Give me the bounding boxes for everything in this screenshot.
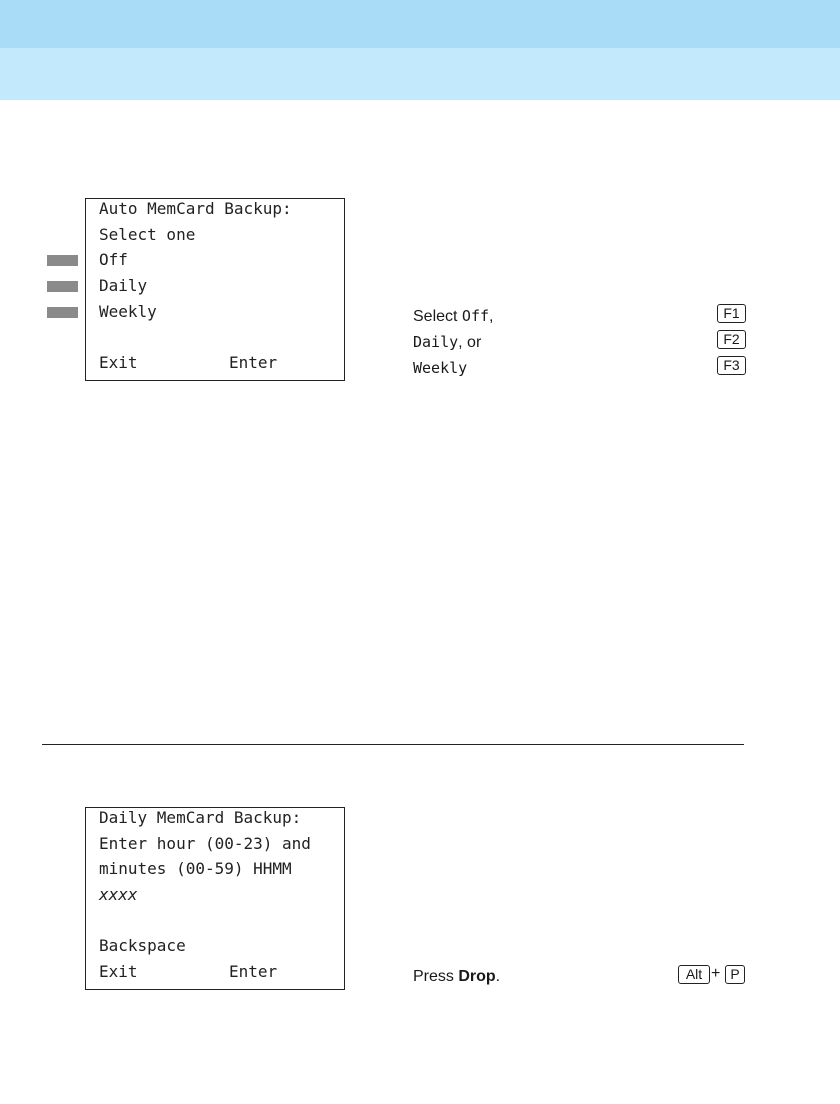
lcd-time-input[interactable]: xxxx — [99, 885, 138, 904]
lcd-screen-daily-backup — [85, 807, 345, 990]
key-f1: F1 — [717, 304, 746, 323]
lcd-option-off[interactable]: Off — [99, 250, 128, 269]
instruction-press-drop: Press Drop. — [413, 968, 501, 985]
key-f3: F3 — [717, 356, 746, 375]
softkey-exit[interactable]: Exit — [99, 962, 138, 981]
lcd-title: Auto MemCard Backup: — [99, 199, 292, 218]
section-divider — [42, 744, 744, 745]
option-off-text: Off — [461, 307, 490, 325]
lcd-screen-auto-backup — [85, 198, 345, 381]
instruction-select-line2: Daily, or — [413, 333, 482, 351]
function-key-1-indicator[interactable] — [47, 255, 78, 266]
option-daily-text: Daily — [413, 333, 459, 351]
header-band-bottom — [0, 48, 840, 100]
option-weekly-text: Weekly — [413, 359, 468, 377]
key-plus: + — [711, 965, 721, 982]
instruction-select-line3 — [413, 358, 467, 379]
function-key-2-indicator[interactable] — [47, 281, 78, 292]
softkey-enter[interactable]: Enter — [229, 353, 278, 372]
softkey-exit[interactable]: Exit — [99, 353, 138, 372]
instruction-select-line1: Select Off, — [413, 307, 494, 325]
lcd-prompt-minutes: minutes (00-59) HHMM — [99, 859, 292, 878]
header-band-top — [0, 0, 840, 48]
function-key-3-indicator[interactable] — [47, 307, 78, 318]
key-p: P — [725, 965, 745, 984]
key-alt: Alt — [678, 965, 710, 984]
key-f2: F2 — [717, 330, 746, 349]
lcd-option-weekly[interactable]: Weekly — [99, 302, 157, 321]
drop-label: Drop — [458, 968, 496, 985]
lcd-prompt: Select one — [99, 225, 196, 244]
lcd-prompt-hour: Enter hour (00-23) and — [99, 834, 311, 853]
softkey-enter[interactable]: Enter — [229, 962, 278, 981]
lcd-option-daily[interactable]: Daily — [99, 276, 148, 295]
softkey-backspace[interactable]: Backspace — [99, 936, 186, 955]
lcd-title: Daily MemCard Backup: — [99, 808, 302, 827]
